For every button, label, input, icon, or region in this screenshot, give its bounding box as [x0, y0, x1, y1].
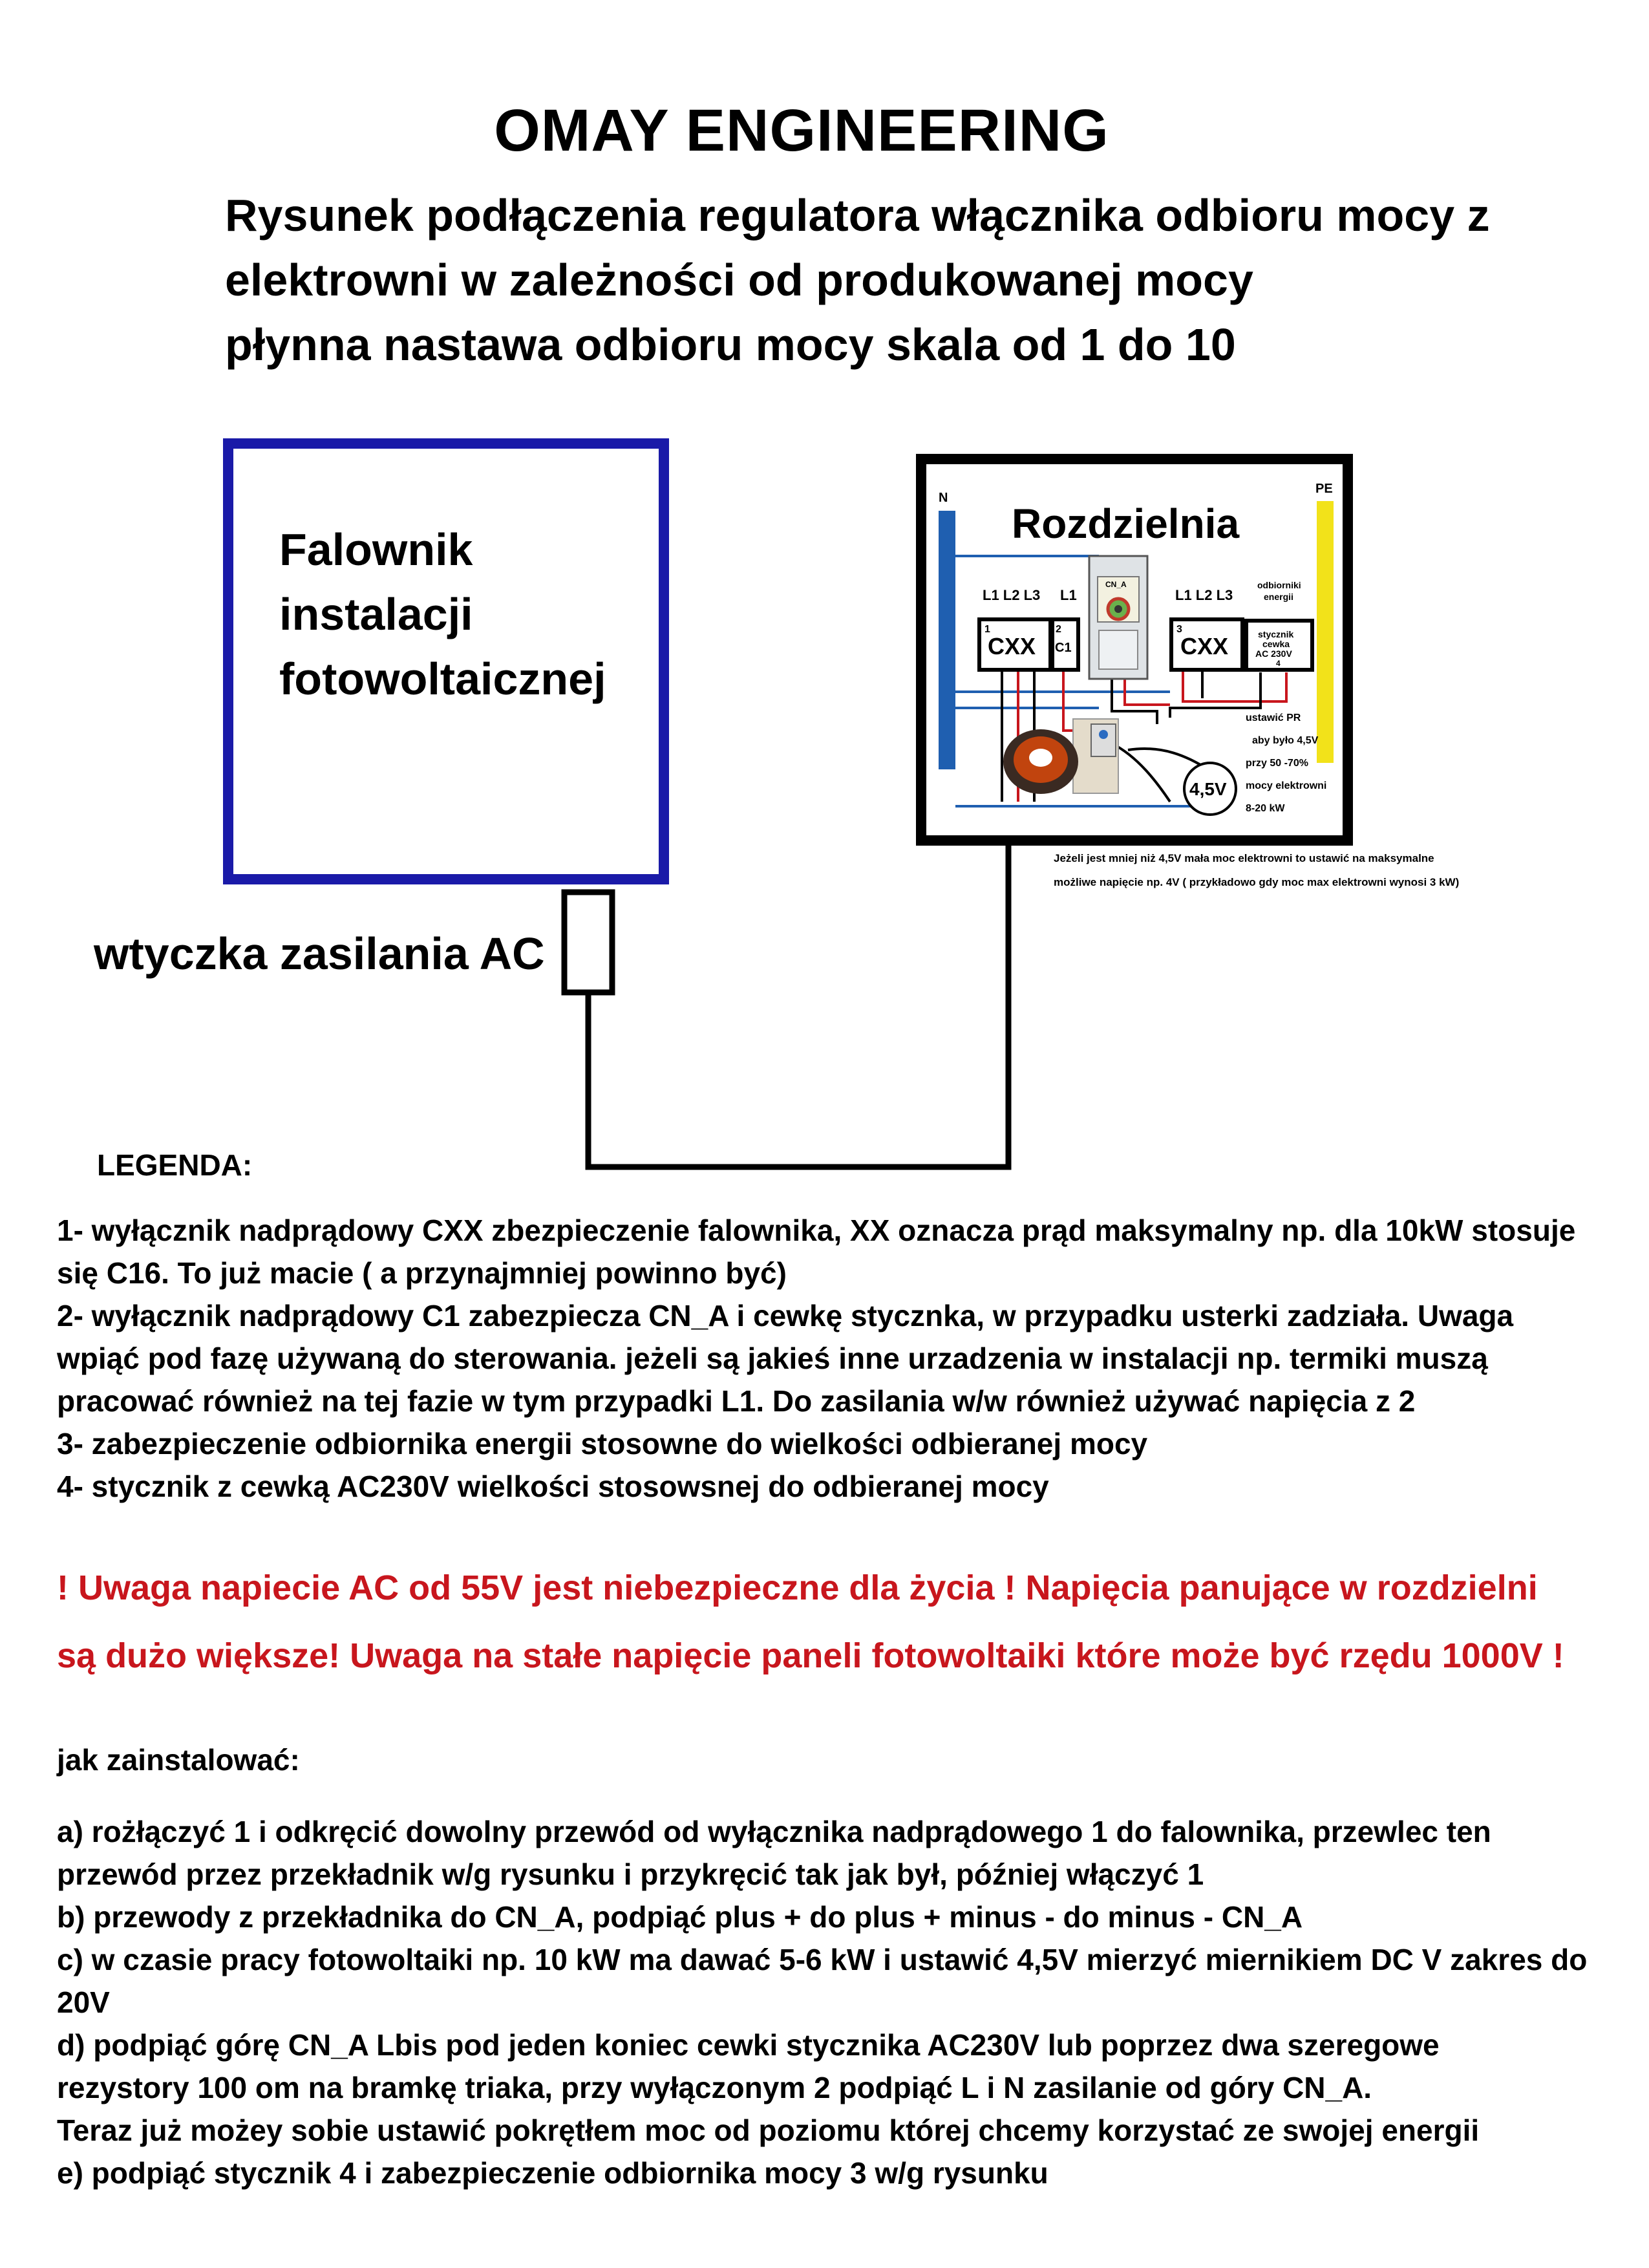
install-line-4: c) w czasie pracy fotowoltaiki np. 10 kW ma dawać 5-6 kW i ustawić 4,5V mierzyć miernikiem DC V zakres do [57, 1943, 1588, 1976]
ct-hole [1029, 749, 1052, 767]
legend-line-3: 2- wyłącznik nadprądowy C1 zabezpiecza CN_A i cewkę stycznka, w przypadku usterki zadziała. Uwaga [57, 1299, 1514, 1332]
setting-line-2: aby było 4,5V [1252, 735, 1319, 746]
contactor-label-4: 4 [1276, 659, 1281, 668]
install-line-9: e) podpiąć stycznik 4 i zabezpieczenie odbiornika mocy 3 w/g rysunku [57, 2156, 1048, 2190]
install-line-2: przewód przez przekładnik w/g rysunku i przykręcić tak jak był, później włączyć 1 [57, 1857, 1204, 1891]
breaker2-terminals: L1 [1060, 587, 1077, 603]
knob-center [1114, 605, 1122, 613]
breaker3-terminals: L1 L2 L3 [1175, 587, 1233, 603]
pe-label: PE [1315, 482, 1333, 496]
pe-bar [1317, 501, 1334, 763]
cn-a-body [1099, 630, 1138, 669]
subtitle-line-1: Rysunek podłączenia regulatora włącznika odbioru mocy z [225, 190, 1490, 241]
setting-line-4: mocy elektrowni [1246, 780, 1327, 791]
install-line-6: d) podpiąć górę CN_A Lbis pod jeden koniec cewki stycznika AC230V lub poprzez dwa szeregowe [57, 2028, 1440, 2062]
install-line-1: a) rożłączyć 1 i odkręcić dowolny przewód od wyłącznika nadprądowego 1 do falownika, przewlec ten [57, 1815, 1491, 1848]
install-line-3: b) przewody z przekładnika do CN_A, podpiąć plus + do plus + minus - do minus - CN_A [57, 1900, 1303, 1934]
breaker3-label: CXX [1180, 633, 1229, 659]
legend-line-4: wpiąć pod fazę używaną do sterowania. jeżeli są jakieś inne urzadzenia w instalacji np. termiki muszą [57, 1342, 1488, 1375]
neutral-bar [939, 511, 955, 769]
receivers-label-2: energii [1264, 592, 1293, 602]
breaker2-number: 2 [1056, 624, 1061, 635]
panel-title: Rozdzielnia [1012, 500, 1240, 547]
install-line-7: rezystory 100 om na bramkę triaka, przy wyłączonym 2 podpiąć L i N zasilanie od góry CN_A. [57, 2071, 1372, 2104]
panel-note-2: możliwe napięcie np. 4V ( przykładowo gdy moc max elektrowni wynosi 3 kW) [1054, 876, 1460, 888]
inverter-label-line-1: Falownik [279, 524, 473, 575]
breaker1-label: CXX [988, 633, 1036, 659]
ac-plug-icon [564, 892, 612, 992]
receivers-label-1: odbiorniki [1257, 580, 1301, 590]
meter-value: 4,5V [1189, 779, 1227, 799]
contactor-label-1: stycznik [1258, 629, 1294, 639]
setting-line-5: 8-20 kW [1246, 803, 1285, 814]
legend-title: LEGENDA: [97, 1148, 253, 1182]
setting-line-1: ustawić PR [1246, 712, 1301, 723]
ct-terminal-block [1091, 724, 1116, 756]
subtitle-line-2: elektrowni w zależności od produkowanej mocy [225, 255, 1253, 305]
breaker1-terminals: L1 L2 L3 [983, 587, 1041, 603]
legend-line-5: pracować również na tej fazie w tym przypadki L1. Do zasilania w/w również używać napięcia z 2 [57, 1384, 1416, 1418]
breaker2-label: C1 [1055, 641, 1072, 655]
install-line-5: 20V [57, 1985, 110, 2019]
company-title: OMAY ENGINEERING [494, 98, 1109, 164]
legend-line-1: 1- wyłącznik nadprądowy CXX zbezpieczenie falownika, XX oznacza prąd maksymalny np. dla 10kW stosuje [57, 1214, 1576, 1247]
panel-note-1: Jeżeli jest mniej niż 4,5V mała moc elektrowni to ustawić na maksymalne [1054, 852, 1434, 864]
cn-a-label: CN_A [1105, 580, 1127, 589]
breaker3-number: 3 [1176, 624, 1182, 635]
contactor-label-2: cewka [1262, 639, 1290, 649]
setting-line-3: przy 50 -70% [1246, 758, 1308, 769]
contactor-label-3: AC 230V [1255, 648, 1292, 659]
cable-wire [588, 818, 1008, 1167]
warning-line-2: są dużo większe! Uwaga na stałe napięcie paneli fotowoltaiki które może być rzędu 1000V ! [57, 1636, 1564, 1675]
breaker1-number: 1 [984, 624, 990, 635]
neutral-label: N [939, 491, 948, 505]
inverter-label-line-2: instalacji [279, 589, 473, 639]
install-line-8: Teraz już możey sobie ustawić pokrętłem moc od poziomu której chcemy korzystać ze swojej energii [57, 2113, 1480, 2147]
legend-line-6: 3- zabezpieczenie odbiornika energii stosowne do wielkości odbieranej mocy [57, 1427, 1148, 1460]
install-title: jak zainstalować: [57, 1743, 300, 1777]
plug-label: wtyczka zasilania AC [94, 928, 545, 979]
subtitle-line-3: płynna nastawa odbioru mocy skala od 1 do 10 [225, 319, 1236, 370]
warning-line-1: ! Uwaga napiecie AC od 55V jest niebezpieczne dla życia ! Napięcia panujące w rozdzielni [57, 1568, 1538, 1607]
legend-line-7: 4- stycznik z cewką AC230V wielkości stosowsnej do odbieranej mocy [57, 1470, 1049, 1503]
inverter-label-line-3: fotowoltaicznej [279, 654, 606, 704]
ct-capacitor-icon [1099, 730, 1108, 739]
legend-line-2: się C16. To już macie ( a przynajmniej powinno być) [57, 1256, 787, 1290]
